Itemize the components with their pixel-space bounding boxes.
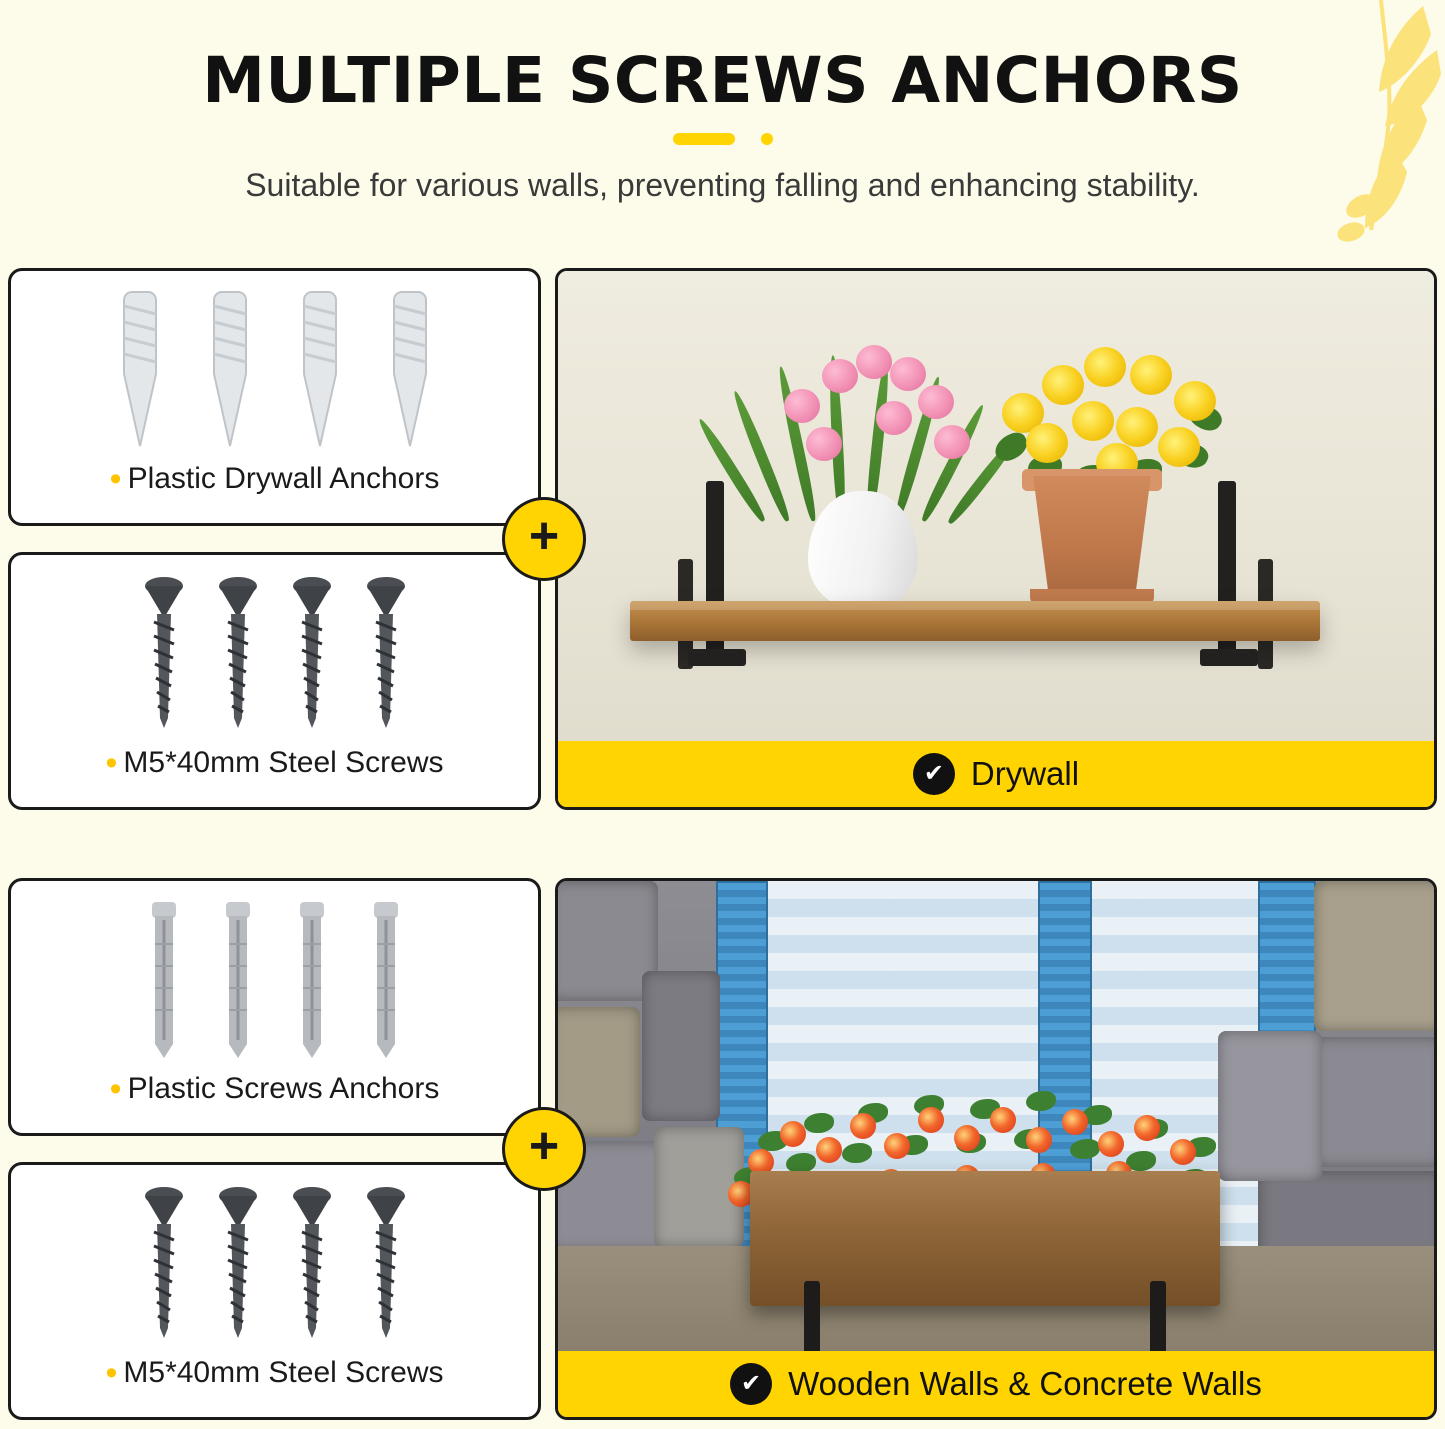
white-vase <box>808 491 918 609</box>
shelf-bracket-foot-left <box>688 649 746 666</box>
shelf-bracket-foot-right <box>1200 649 1258 666</box>
caption-text: Wooden Walls & Concrete Walls <box>788 1365 1262 1402</box>
part-label-text: Plastic Drywall Anchors <box>127 462 440 495</box>
steel-screw-icon <box>142 1184 186 1344</box>
check-icon: ✔ <box>730 1363 772 1405</box>
wooden-shelf <box>630 601 1320 641</box>
steel-screw-icon-group <box>11 569 538 739</box>
page-subtitle: Suitable for various walls, preventing falling and enhancing stability. <box>245 167 1200 203</box>
steel-screw-icon <box>216 1184 260 1344</box>
part-label-text: Plastic Screws Anchors <box>127 1072 440 1105</box>
part-card-steel-screws-drywall <box>8 552 541 810</box>
wall-stone <box>642 971 720 1121</box>
wall-stone <box>1314 881 1437 1031</box>
bullet-icon: • <box>109 460 122 498</box>
bullet-icon: • <box>105 1354 118 1392</box>
photo-scene-drywall <box>558 271 1434 807</box>
steel-screw-icon <box>216 574 260 734</box>
drywall-anchor-icon <box>200 288 260 453</box>
title-divider <box>673 133 773 145</box>
part-label-text: M5*40mm Steel Screws <box>123 1356 444 1389</box>
check-icon: ✔ <box>913 753 955 795</box>
part-card-steel-screws-wooden <box>8 1162 541 1420</box>
drywall-anchor-icon <box>380 288 440 453</box>
caption-bar-wooden-concrete <box>558 1351 1434 1417</box>
section-drywall <box>8 268 1437 810</box>
part-label <box>11 744 538 783</box>
steel-screw-icon <box>364 1184 408 1344</box>
plus-badge: + <box>502 1107 586 1191</box>
expansion-anchor-icon-group <box>11 895 538 1065</box>
wall-stone <box>1314 1037 1437 1167</box>
bullet-icon: • <box>109 1070 122 1108</box>
expansion-anchor-icon <box>364 898 408 1063</box>
terracotta-pot <box>1028 476 1156 594</box>
steel-screw-icon <box>290 1184 334 1344</box>
expansion-anchor-icon <box>216 898 260 1063</box>
part-label-text: M5*40mm Steel Screws <box>123 746 444 779</box>
planter-bracket-left <box>804 1281 820 1361</box>
stone-wall-planter-photo <box>555 878 1437 1420</box>
parts-column-drywall <box>8 268 541 810</box>
steel-screw-icon <box>142 574 186 734</box>
wall-stone <box>1218 1031 1322 1181</box>
part-card-plastic-drywall-anchors <box>8 268 541 526</box>
divider-bar <box>673 133 735 145</box>
part-label <box>11 1070 538 1109</box>
part-label <box>11 460 538 499</box>
steel-screw-icon-group <box>11 1179 538 1349</box>
part-label <box>11 1354 538 1393</box>
part-card-plastic-screws-anchors <box>8 878 541 1136</box>
plus-badge: + <box>502 497 586 581</box>
drywall-shelf-photo <box>555 268 1437 810</box>
steel-screw-icon <box>364 574 408 734</box>
page-title: MULTIPLE SCREWS ANCHORS <box>202 44 1243 117</box>
expansion-anchor-icon <box>142 898 186 1063</box>
steel-screw-icon <box>290 574 334 734</box>
divider-dot <box>761 133 773 145</box>
planter-bracket-right <box>1150 1281 1166 1361</box>
photo-scene-stone-wall <box>558 881 1434 1417</box>
drywall-anchor-icon <box>290 288 350 453</box>
section-wooden-concrete <box>8 878 1437 1420</box>
drywall-anchor-icon <box>110 288 170 453</box>
expansion-anchor-icon <box>290 898 334 1063</box>
parts-column-wooden-concrete <box>8 878 541 1420</box>
drywall-anchor-icon-group <box>11 285 538 455</box>
header <box>0 0 1445 204</box>
bullet-icon: • <box>105 744 118 782</box>
caption-bar-drywall <box>558 741 1434 807</box>
caption-text: Drywall <box>970 755 1080 792</box>
